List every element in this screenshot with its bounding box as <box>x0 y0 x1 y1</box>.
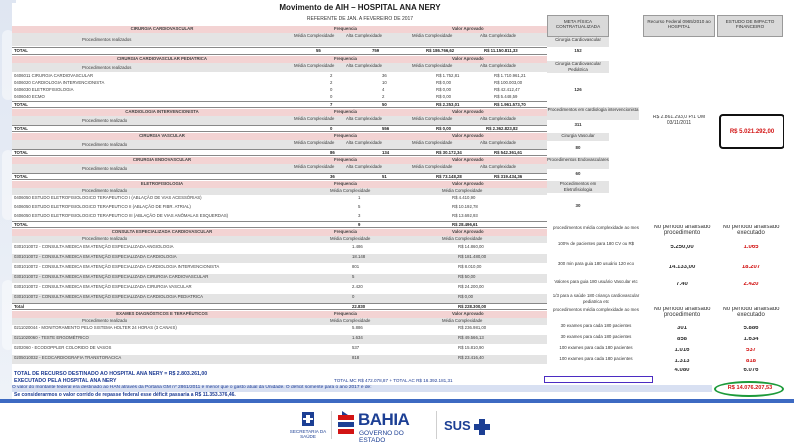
side-meta-red: 1.634 <box>743 337 759 342</box>
total-value: R$ 319.434,36 <box>494 174 523 179</box>
total-row <box>12 173 547 180</box>
proc-name: 0406040 ECMO <box>14 94 45 99</box>
secretaria-logo <box>288 411 328 443</box>
cell: 2 <box>330 73 333 78</box>
cell: R$ 24.200,00 <box>458 284 484 289</box>
section-header <box>12 56 547 63</box>
proc-name: 0211020044 - MONITORAMENTO PELO SISTEMA HOLTER 24 HORAS (3 CANAIS) <box>14 325 177 330</box>
total-label: TOTAL <box>14 222 28 227</box>
table-row <box>12 195 547 203</box>
proc-name: 0406020 CARDIOLOGIA INTERVENCIONISTA <box>14 80 105 85</box>
total-label: Total <box>14 304 24 309</box>
side-label: Cirurgia Vascular <box>547 133 609 141</box>
side-label: Cirurgia Cardiovascular <box>547 37 609 47</box>
cell: R$ 1.710.961,21 <box>494 73 526 78</box>
col-header: Frequencia <box>334 109 357 114</box>
total-row <box>12 221 547 228</box>
impact-value: R$ 5.021.292,00 <box>729 128 775 135</box>
proc-name: 0301010072 - CONSULTA MEDICA EM ATENÇÃO ESPECIALIZADA CIRURGIA VASCULAR <box>14 284 192 289</box>
column-header-row <box>12 188 547 195</box>
subcol: Alta Complexidade <box>346 140 383 145</box>
cell: R$ 10.192,78 <box>452 204 478 209</box>
deficit-value: R$ 14.076.207,53 <box>727 385 773 391</box>
cell: 10 <box>382 80 387 85</box>
side-label: Procedimentos em Eletrofisiologia <box>547 181 609 193</box>
cell: R$ 50,00 <box>458 274 476 279</box>
subcol: Média Complexidade <box>294 63 335 68</box>
cell: 1.486 <box>352 244 363 249</box>
subcol: Alta Complexidade <box>480 116 517 121</box>
section-title: CIRURGIA VASCULAR <box>139 133 185 138</box>
cell: R$ 49.566,13 <box>458 335 484 340</box>
cell: 2 <box>382 94 385 99</box>
cell: R$ 0,00 <box>458 294 474 299</box>
bahia-wordmark: BAHIA <box>358 410 410 429</box>
total-label: TOTAL <box>14 102 28 107</box>
subcol: Média Complexidade <box>412 33 453 38</box>
proc-label: Procedimentos realizados <box>82 65 132 70</box>
cell: 1 <box>358 195 361 200</box>
col-header: Frequencia <box>334 56 357 61</box>
column-header-row <box>12 164 547 173</box>
section-header <box>12 181 547 188</box>
sus-logo <box>444 413 494 439</box>
document-title: Movimento de AIH – HOSPITAL ANA NERY <box>279 3 441 12</box>
col-header: Valor Aprovado <box>452 133 484 138</box>
cell: 5.886 <box>352 325 363 330</box>
executado-value: TOTAL MC R$ 472.078,87 + TOTAL AC R$ 16.392.181,31 <box>334 378 453 383</box>
cell: R$ 0,00 <box>436 94 452 99</box>
side-meta-red: 6.076 <box>743 368 759 373</box>
side-header: procedimentos média complexidade ao mes <box>553 225 639 230</box>
col-header: Valor Aprovado <box>452 26 484 31</box>
cell: R$ 14.860,00 <box>458 244 484 249</box>
side-header: No período analisado executado <box>722 307 780 318</box>
bahia-subtitle: GOVERNO DO ESTADO <box>359 430 404 444</box>
side-header: procedimentos média complexidade ao mes <box>553 307 639 312</box>
proc-label: Procedimento realizado <box>82 166 128 171</box>
col-header: Frequencia <box>334 133 357 138</box>
total-label: TOTAL <box>14 48 28 53</box>
subcol: Média Complexidade <box>330 236 371 241</box>
scanned-document <box>12 3 784 399</box>
cell: R$ 181.480,00 <box>458 254 487 259</box>
proc-name: 0301010072 - CONSULTA MEDICA EM ATENÇÃO ESPECIALIZADA CIRURGIA CARDIOVASCULAR <box>14 274 209 279</box>
cell: 18.148 <box>352 254 366 259</box>
section-header <box>12 157 547 164</box>
column-header-row <box>12 140 547 149</box>
table-row <box>12 345 547 354</box>
total-label: TOTAL <box>14 150 28 155</box>
column-header-row <box>12 33 547 46</box>
proc-label: Procedimento realizado <box>82 118 128 123</box>
header-box-recurso: Recurso Federal 0965/2010 ao HOSPITAL <box>643 15 715 37</box>
side-meta: 126 <box>574 87 582 92</box>
cell: R$ 236.981,00 <box>458 325 487 330</box>
subcol: Média Complexidade <box>330 318 371 323</box>
section-title: CIRURGIA CARDIOVASCULAR PEDIATRICA <box>117 56 207 61</box>
side-meta: 60 <box>575 171 581 176</box>
subcol: Alta Complexidade <box>480 164 517 169</box>
sus-cross-icon <box>474 419 490 435</box>
side-meta-value: 301 <box>676 326 687 331</box>
logo-divider <box>436 411 437 439</box>
side-meta-text: 300 min para guia 180 usuário 120 eco <box>557 261 635 266</box>
col-header: Valor Aprovado <box>452 311 484 316</box>
cell: 0 <box>330 94 333 99</box>
recurso-text: R$ 2.861.293,0 P/1 UM 03/11/2011 <box>652 115 706 126</box>
side-label: Cirurgia Cardiovascular Pediátrica <box>547 61 609 73</box>
table-row <box>12 213 547 221</box>
table-row <box>12 80 547 86</box>
section-title: CARDIOLOGIA INTERVENCIONISTA <box>125 109 199 114</box>
side-meta-value: 4.080 <box>674 368 690 373</box>
cell: R$ 0,00 <box>436 80 452 85</box>
executado-label: EXECUTADO PELA HOSPITAL ANA NERY <box>14 378 117 384</box>
total-value: R$ 542.361,61 <box>494 150 523 155</box>
proc-name: 0202060 - ECODOPPLER COLORIDO DE VASOS <box>14 345 112 350</box>
total-value: 51 <box>382 174 387 179</box>
side-header: No período analisado procedimento <box>653 225 711 236</box>
subcol: Média Complexidade <box>412 63 453 68</box>
section-header <box>12 133 547 140</box>
total-value: R$ 1.961.573,70 <box>494 102 526 107</box>
cell: R$ 4.410,90 <box>452 195 476 200</box>
total-value: 7 <box>330 102 333 107</box>
total-value: R$ 28.496,61 <box>452 222 478 227</box>
cell: 537 <box>352 345 360 350</box>
total-value: 759 <box>372 48 380 53</box>
total-value: R$ 186.766,62 <box>426 48 455 53</box>
col-header: Frequencia <box>334 229 357 234</box>
column-header-row <box>12 236 547 243</box>
col-header: Valor Aprovado <box>452 56 484 61</box>
section-header <box>12 26 547 33</box>
total-value: 22.830 <box>352 304 366 309</box>
subcol: Alta Complexidade <box>480 33 517 38</box>
cell: R$ 100.003,00 <box>494 80 523 85</box>
section-title: CIRURGIA ENDOVASCULAR <box>132 157 192 162</box>
bottom-note: Se considerarmos o valor corrido de repasse federal esse déficit passaria a R$ 11.353.376,46. <box>14 392 236 398</box>
cell: R$ 42.412,47 <box>494 87 520 92</box>
col-header: Valor Aprovado <box>452 157 484 162</box>
cell: 0 <box>352 294 355 299</box>
total-value: 36 <box>330 174 335 179</box>
document-subtitle: REFERENTE DE JAN. A FEVEREIRO DE 2017 <box>306 16 414 22</box>
total-value: R$ 11.150.811,33 <box>484 48 518 53</box>
total-row <box>12 303 547 310</box>
bahia-flag-icon <box>336 411 358 439</box>
bahia-logo <box>336 409 426 443</box>
cell: R$ 1.752,81 <box>436 73 460 78</box>
column-header-row <box>12 116 547 125</box>
subcol: Média Complexidade <box>442 236 483 241</box>
table-row <box>12 274 547 283</box>
proc-name: 0406050 ESTUDO ELETROFISIOLOGICO TERAPEUTICO III (ABLAÇÃO DE VIAS ANÔMALAS ESQUERDAS) <box>14 213 229 218</box>
proc-name: 0406011 CIRURGIA CARDIOVASCULAR <box>14 73 94 78</box>
side-meta: 311 <box>574 122 582 127</box>
cell: 2 <box>330 80 333 85</box>
section-header <box>12 109 547 116</box>
table-row <box>12 284 547 293</box>
side-label: Procedimentos Endovasculares <box>547 157 609 169</box>
cell: 5 <box>352 274 355 279</box>
col-header: Valor Aprovado <box>452 109 484 114</box>
subcol: Média Complexidade <box>412 116 453 121</box>
proc-name: 0301010072 - CONSULTA MEDICA EM ATENÇÃO ESPECIALIZADA ANGIOLOGIA <box>14 244 174 249</box>
table-row <box>12 254 547 263</box>
cell: 801 <box>352 264 360 269</box>
sus-wordmark: SUS <box>444 418 471 433</box>
table-row <box>12 244 547 253</box>
header-box-meta: META FÍSICA CONTRATUALIZADA <box>547 15 609 37</box>
side-meta-red: 1.065 <box>743 245 759 250</box>
cell: R$ 15.810,90 <box>458 345 484 350</box>
section-title: ELETROFISIOLOGIA <box>140 181 184 186</box>
side-meta-text: 100 exames para cada 180 pacientes <box>559 345 633 350</box>
total-value: R$ 73.148,28 <box>436 174 462 179</box>
cell: 1.634 <box>352 335 363 340</box>
section-header <box>12 311 547 318</box>
cell: 5 <box>358 204 361 209</box>
proc-name: 0406050 ESTUDO ELETROFISIOLOGICO TERAPEUTICO II (ABLAÇÃO DE FIBR. ATRIAL) <box>14 204 191 209</box>
subcol: Média Complexidade <box>442 188 483 193</box>
subcol: Média Complexidade <box>294 116 335 121</box>
total-label: TOTAL <box>14 126 28 131</box>
subcol: Média Complexidade <box>294 33 335 38</box>
side-meta-value: 1.016 <box>674 348 690 353</box>
total-label: TOTAL <box>14 174 28 179</box>
total-recurso-row: TOTAL DE RECURSO DESTINADO AO HOSPITAL ANA NERY = R$ 2.803.261,00 <box>14 371 208 377</box>
cell: 0 <box>330 87 333 92</box>
section-title: CIRURGIA CARDIOVASCULAR <box>130 26 194 31</box>
cell: 3 <box>358 213 361 218</box>
proc-name: 0211020060 - TESTE ERGOMÉTRICO <box>14 335 89 340</box>
secretaria-icon <box>288 411 328 429</box>
side-meta-value: 14.133,00 <box>668 265 696 270</box>
column-header-row <box>12 318 547 325</box>
side-meta-text: 100% de pacientes para 180 CV ou R$ <box>557 241 635 246</box>
side-label: Procedimentos em cardiologia intervencionista <box>547 107 639 120</box>
total-row <box>12 101 547 108</box>
total-row <box>12 125 547 132</box>
note-row: O valor do montante federal era destinado ao HAN através da Portaria GM nº 2861/2011 é menor que o gasto atual da Unidade. O déficit somente para o ano 2017 é de: <box>12 385 712 392</box>
subcol: Alta Complexidade <box>346 116 383 121</box>
subcol: Média Complexidade <box>294 164 335 169</box>
side-meta-text: 30 exames para cada 180 pacientes <box>560 323 632 328</box>
proc-name: 0301010072 - CONSULTA MEDICA EM ATENÇÃO ESPECIALIZADA CARDIOLOGIA PEDIATRICA <box>14 294 204 299</box>
total-value: R$ 2.362.823,82 <box>486 126 518 131</box>
secretaria-label: SECRETARIA DA SAÚDE <box>289 429 327 439</box>
cell: 818 <box>352 355 360 360</box>
subcol: Média Complexidade <box>412 164 453 169</box>
col-header: Valor Aprovado <box>452 181 484 186</box>
total-row <box>12 47 547 55</box>
table-row <box>12 94 547 100</box>
total-value: 55 <box>316 48 321 53</box>
side-meta: 30 <box>575 203 581 208</box>
col-header: Frequencia <box>334 311 357 316</box>
proc-name: 0406030 ELETROFISIOLOGIA <box>14 87 74 92</box>
subcol: Alta Complexidade <box>346 63 383 68</box>
total-value: 9 <box>358 222 361 227</box>
proc-label: Procedimento realizado <box>82 318 128 323</box>
cell: R$ 13.692,93 <box>452 213 478 218</box>
cell: 2.420 <box>352 284 363 289</box>
total-value: R$ 30.172,34 <box>436 150 462 155</box>
highlight-box <box>544 376 653 383</box>
side-meta-value: 1.313 <box>674 359 690 364</box>
total-value: R$ 228.300,00 <box>458 304 487 309</box>
subcol: Média Complexidade <box>294 140 335 145</box>
side-meta-text: 1/3 para a saúde 180 criança cardiovascular pediatrica etc <box>552 293 640 304</box>
cell: R$ 8.010,00 <box>458 264 482 269</box>
side-meta-red: 2.420 <box>743 282 759 287</box>
proc-label: Procedimento realizado <box>82 236 128 241</box>
total-value: R$ 2.253,01 <box>436 102 460 107</box>
side-meta-red: 537 <box>745 348 756 353</box>
proc-label: Procedimento realizado <box>82 188 128 193</box>
side-meta-text: Valores para guia 180 usuário Vascular etc <box>554 279 638 284</box>
col-header: Frequencia <box>334 157 357 162</box>
col-header: Valor Aprovado <box>452 229 484 234</box>
table-row <box>12 73 547 79</box>
side-header: No período analisado executado <box>722 225 780 236</box>
subcol: Alta Complexidade <box>346 164 383 169</box>
proc-label: Procedimentos realizados <box>82 37 132 42</box>
table-row <box>12 335 547 344</box>
proc-name: 0205010032 - ECOCARDIOGRAFIA TRANSTORACICA <box>14 355 122 360</box>
proc-name: 0406050 ESTUDO ELETROFISIOLOGICO TERAPEUTICO I (ABLAÇÃO DE VIAS ACESSÓRIAS) <box>14 195 202 200</box>
side-meta-red: 818 <box>745 359 756 364</box>
subcol: Alta Complexidade <box>480 140 517 145</box>
total-value: 0 <box>330 126 333 131</box>
proc-name: 0301010072 - CONSULTA MEDICA EM ATENÇÃO ESPECIALIZADA CARDIOLOGIA INTERVENCIONISTA <box>14 264 220 269</box>
side-meta-red: 18.207 <box>741 265 761 270</box>
subcol: Média Complexidade <box>330 188 371 193</box>
side-header: No período analisado procedimento <box>653 307 711 318</box>
total-value: 134 <box>382 150 390 155</box>
total-row <box>12 149 547 156</box>
total-value: R$ 0,00 <box>436 126 452 131</box>
footer <box>0 403 794 447</box>
col-header: Frequencia <box>334 181 357 186</box>
subcol: Média Complexidade <box>442 318 483 323</box>
proc-label: Procedimento realizado <box>82 142 128 147</box>
total-value: 50 <box>382 102 387 107</box>
table-row <box>12 87 547 93</box>
impact-value-box <box>719 114 784 149</box>
table-row <box>12 204 547 212</box>
cell: R$ 5.448,59 <box>494 94 518 99</box>
cell: R$ 23.416,40 <box>458 355 484 360</box>
subcol: Alta Complexidade <box>346 33 383 38</box>
table-row <box>12 264 547 273</box>
side-meta: 152 <box>574 48 582 53</box>
cell: 36 <box>382 73 387 78</box>
header-box-estudo: ESTUDO DE IMPACTO FINANCEIRO <box>717 15 783 37</box>
column-header-row <box>12 63 547 72</box>
subcol: Média Complexidade <box>412 140 453 145</box>
cell: 4 <box>382 87 385 92</box>
proc-name: 0301010072 - CONSULTA MEDICA EM ATENÇÃO ESPECIALIZADA CARDIOLOGIA <box>14 254 177 259</box>
side-meta-text: 100 exames para cada 180 pacientes <box>559 356 633 361</box>
section-header <box>12 229 547 236</box>
section-title: EXAMES DIAGNÓSTICOS E TERAPÊUTICOS <box>116 311 208 316</box>
logo-divider <box>331 411 332 439</box>
total-value: 556 <box>382 126 390 131</box>
total-value: 86 <box>330 150 335 155</box>
side-meta: 80 <box>575 145 581 150</box>
side-meta-value: 5.250,00 <box>670 245 694 250</box>
subcol: Alta Complexidade <box>480 63 517 68</box>
table-row <box>12 325 547 334</box>
side-meta-value: 7.40 <box>676 282 688 287</box>
side-meta-text: 30 exames para cada 180 pacientes <box>560 334 632 339</box>
col-header: Frequencia <box>334 26 357 31</box>
table-row <box>12 294 547 303</box>
side-meta-value: 858 <box>676 337 687 342</box>
section-title: CONSULTA ESPECIALIZADA CARDIOVASCULAR <box>111 229 213 234</box>
cell: R$ 0,00 <box>436 87 452 92</box>
side-meta-red: 5.886 <box>743 326 759 331</box>
table-row <box>12 355 547 364</box>
